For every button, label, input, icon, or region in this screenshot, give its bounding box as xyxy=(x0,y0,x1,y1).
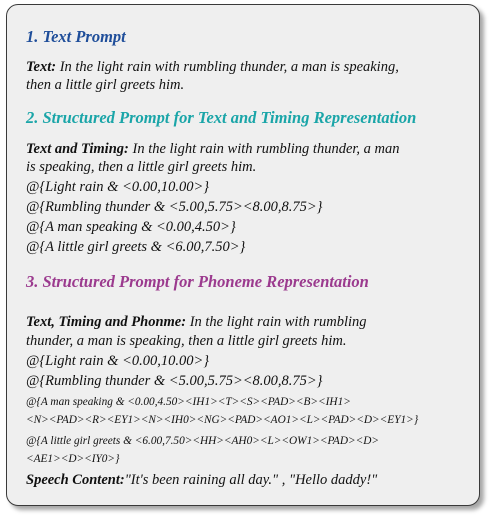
text-and-timing-label: Text and Timing: xyxy=(26,141,129,157)
speech-content-text: "It's been raining all day." , "Hello daddy!" xyxy=(124,472,378,488)
speech-content-label: Speech Content: xyxy=(26,472,125,488)
phoneme-man-line-2: <N><PAD><R><EY1><N><IH0><NG><PAD><AO1><L><PAD><D><EY1>} xyxy=(26,414,419,426)
text-label: Text: xyxy=(26,59,57,75)
phoneme-man-line-1: @{A man speaking & <0.00,4.50><IH1><T><S><PAD><B><IH1> xyxy=(26,396,351,408)
phoneme-girl-line-1: @{A little girl greets & <6.00,7.50><HH><AH0><L><OW1><PAD><D> xyxy=(26,435,380,447)
text-prompt-line-2: then a little girl greets him. xyxy=(26,77,185,93)
text-timing-phoneme-label: Text, Timing and Phonme: xyxy=(26,314,187,330)
timing-prompt-line-2: is speaking, then a little girl greets him. xyxy=(26,159,257,175)
phoneme-prompt-content-1: In the light rain with rumbling xyxy=(186,314,367,330)
timing-event: @{Light rain & <0.00,10.00>} xyxy=(26,179,210,195)
phoneme-prompt-line-1 xyxy=(26,314,367,331)
heading-structured-phoneme: 3. Structured Prompt for Phoneme Representation xyxy=(26,272,369,291)
timing-event: @{Rumbling thunder & <5.00,5.75><8.00,8.75>} xyxy=(26,199,323,215)
phoneme-event-light-rain: @{Light rain & <0.00,10.00>} xyxy=(26,353,210,369)
heading-text-prompt: 1. Text Prompt xyxy=(26,27,126,46)
phoneme-prompt-line-2: thunder, a man is speaking, then a little girl greets him. xyxy=(26,333,347,349)
speech-content-line xyxy=(26,472,377,489)
heading-structured-timing: 2. Structured Prompt for Text and Timing Representation xyxy=(26,108,417,127)
timing-prompt-line-1 xyxy=(26,141,400,158)
phoneme-girl-line-2: <AE1><D><IY0>} xyxy=(26,453,120,465)
timing-prompt-content-1: In the light rain with rumbling thunder, a man xyxy=(128,141,400,157)
text-prompt-line-1 xyxy=(26,59,399,76)
phoneme-event-thunder: @{Rumbling thunder & <5.00,5.75><8.00,8.75>} xyxy=(26,373,323,389)
timing-event: @{A man speaking & <0.00,4.50>} xyxy=(26,219,236,235)
text-prompt-content-1: In the light rain with rumbling thunder, a man is speaking, xyxy=(56,59,399,75)
timing-event: @{A little girl greets & <6.00,7.50>} xyxy=(26,239,246,255)
